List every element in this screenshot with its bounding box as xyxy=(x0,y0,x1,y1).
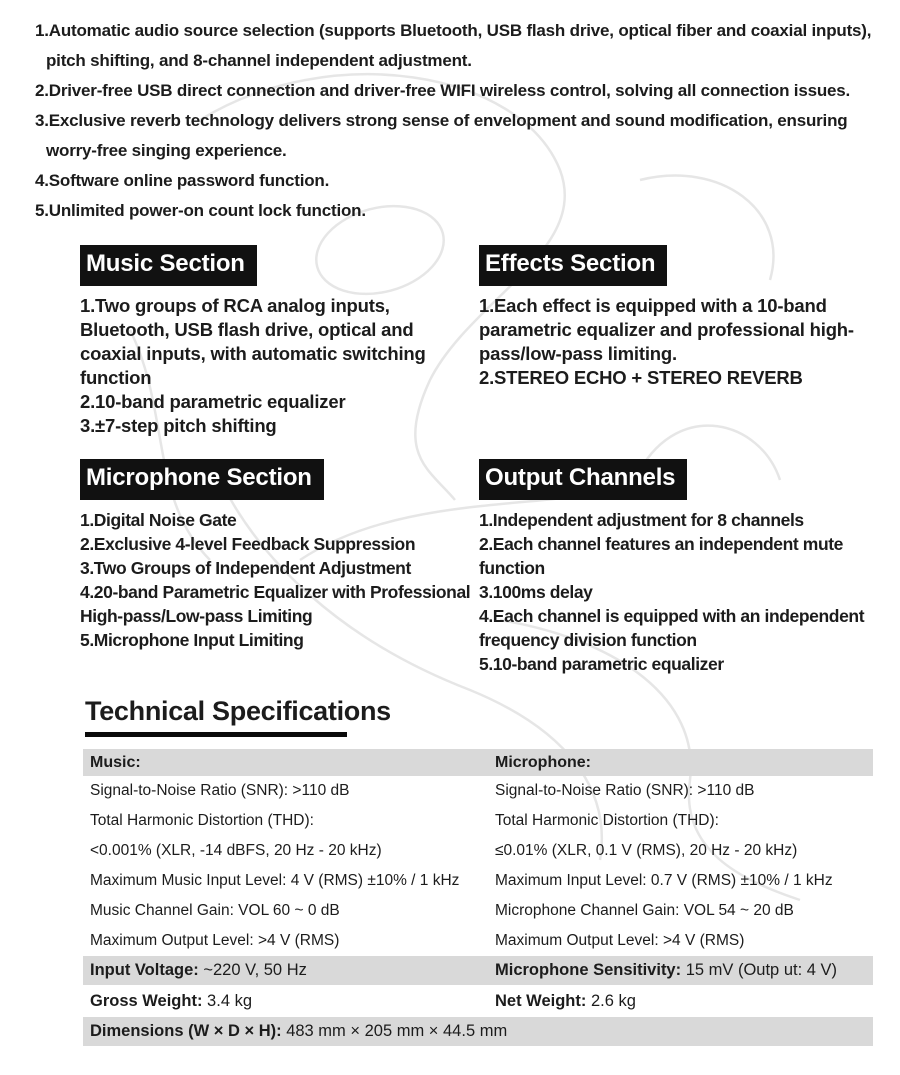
input-voltage-value: ~220 V, 50 Hz xyxy=(198,961,307,979)
list-item: 4.Each channel is equipped with an independent frequency division function xyxy=(479,606,869,650)
mic-channel-gain: Microphone Channel Gain: VOL 54 ~ 20 dB xyxy=(495,902,794,919)
spec-table xyxy=(83,749,873,1046)
net-weight-value: 2.6 kg xyxy=(586,991,636,1010)
mic-max-output: Maximum Output Level: >4 V (RMS) xyxy=(495,932,745,949)
music-column-header: Music: xyxy=(90,753,141,771)
gross-weight-label: Gross Weight: xyxy=(90,991,203,1010)
title-underline xyxy=(85,732,347,737)
table-row xyxy=(83,866,873,896)
effects-section-header xyxy=(479,245,667,286)
music-channel-gain: Music Channel Gain: VOL 60 ~ 0 dB xyxy=(90,902,340,919)
output-channels-title: Output Channels xyxy=(485,464,676,491)
music-max-output: Maximum Output Level: >4 V (RMS) xyxy=(90,932,340,949)
output-channels-section xyxy=(479,459,893,676)
list-item: 5.10-band parametric equalizer xyxy=(479,654,724,674)
list-item: 1.Digital Noise Gate xyxy=(80,510,237,530)
microphone-sensitivity xyxy=(487,961,873,980)
list-item: 1.Each effect is equipped with a 10-band parametric equalizer and professional high-pass/low-pass limiting. xyxy=(479,295,854,364)
table-row xyxy=(83,896,873,926)
list-item: 2.Exclusive 4-level Feedback Suppression xyxy=(80,534,416,554)
mic-thd-value: ≤0.01% (XLR, 0.1 V (RMS), 20 Hz - 20 kHz) xyxy=(495,842,798,859)
gross-weight xyxy=(83,992,487,1011)
microphone-sensitivity-label: Microphone Sensitivity: xyxy=(495,961,682,979)
music-section-list xyxy=(80,294,478,438)
microphone-section-list xyxy=(80,508,484,652)
list-item: 1.Two groups of RCA analog inputs, Bluetooth, USB flash drive, optical and coaxial inputs, with automatic switching function xyxy=(80,295,431,388)
music-thd-value: <0.001% (XLR, -14 dBFS, 20 Hz - 20 kHz) xyxy=(90,842,382,859)
mic-snr: Signal-to-Noise Ratio (SNR): >110 dB xyxy=(495,782,755,799)
technical-specifications xyxy=(83,694,873,1046)
list-item: 3.Two Groups of Independent Adjustment xyxy=(80,558,411,578)
music-snr: Signal-to-Noise Ratio (SNR): >110 dB xyxy=(90,782,350,799)
microphone-column-header: Microphone: xyxy=(495,753,591,771)
list-item: 3.100ms delay xyxy=(479,582,593,602)
table-row xyxy=(83,776,873,806)
list-item: 1.Automatic audio source selection (supports Bluetooth, USB flash drive, optical fiber and coaxial inputs), pitch shifting, and 8-channel independent adjustment. xyxy=(35,21,876,70)
list-item: 2.Each channel features an independent mute function xyxy=(479,534,848,578)
list-item: 3.±7-step pitch shifting xyxy=(80,415,277,436)
list-item: 4.Software online password function. xyxy=(35,171,330,190)
microphone-section-title: Microphone Section xyxy=(86,464,312,491)
music-section-title: Music Section xyxy=(86,250,245,277)
music-max-input: Maximum Music Input Level: 4 V (RMS) ±10% / 1 kHz xyxy=(90,872,460,889)
table-row xyxy=(83,926,873,956)
power-sensitivity-row xyxy=(83,956,873,985)
microphone-section xyxy=(80,459,484,652)
dimensions xyxy=(83,1022,873,1041)
dimensions-label: Dimensions (W × D × H): xyxy=(90,1022,282,1040)
weight-row xyxy=(83,985,873,1017)
list-item: 5.Unlimited power-on count lock function. xyxy=(35,201,366,220)
list-item: 1.Independent adjustment for 8 channels xyxy=(479,510,804,530)
dimensions-row xyxy=(83,1017,873,1046)
tech-specs-title: Technical Specifications xyxy=(85,696,391,726)
mic-max-input: Maximum Input Level: 0.7 V (RMS) ±10% / 1 kHz xyxy=(495,872,833,889)
table-row xyxy=(83,806,873,836)
music-section xyxy=(80,245,478,438)
list-item: 2.Driver-free USB direct connection and driver-free WIFI wireless control, solving all connection issues. xyxy=(35,81,851,100)
input-voltage-label: Input Voltage: xyxy=(90,961,199,979)
input-voltage xyxy=(83,961,487,980)
list-item: 2.10-band parametric equalizer xyxy=(80,391,346,412)
effects-section-title: Effects Section xyxy=(485,250,656,277)
dimensions-value: 483 mm × 205 mm × 44.5 mm xyxy=(281,1022,508,1040)
list-item: 5.Microphone Input Limiting xyxy=(80,630,304,650)
microphone-sensitivity-value: 15 mV (Outp ut: 4 V) xyxy=(681,961,838,979)
music-thd-label: Total Harmonic Distortion (THD): xyxy=(90,812,314,829)
feature-list xyxy=(35,16,883,226)
list-item: 4.20-band Parametric Equalizer with Professional High-pass/Low-pass Limiting xyxy=(80,582,475,626)
list-item: 3.Exclusive reverb technology delivers strong sense of envelopment and sound modification, ensuring worry-free singing experience. xyxy=(35,111,852,160)
mic-thd-label: Total Harmonic Distortion (THD): xyxy=(495,812,719,829)
microphone-section-header xyxy=(80,459,324,500)
effects-section xyxy=(479,245,885,390)
music-section-header xyxy=(80,245,257,286)
net-weight xyxy=(487,992,873,1011)
net-weight-label: Net Weight: xyxy=(495,991,587,1010)
output-channels-list xyxy=(479,508,893,676)
gross-weight-value: 3.4 kg xyxy=(202,991,253,1010)
table-row xyxy=(83,836,873,866)
output-channels-header xyxy=(479,459,687,500)
effects-section-list xyxy=(479,294,885,390)
table-header-row xyxy=(83,749,873,776)
list-item: 2.STEREO ECHO + STEREO REVERB xyxy=(479,367,803,388)
